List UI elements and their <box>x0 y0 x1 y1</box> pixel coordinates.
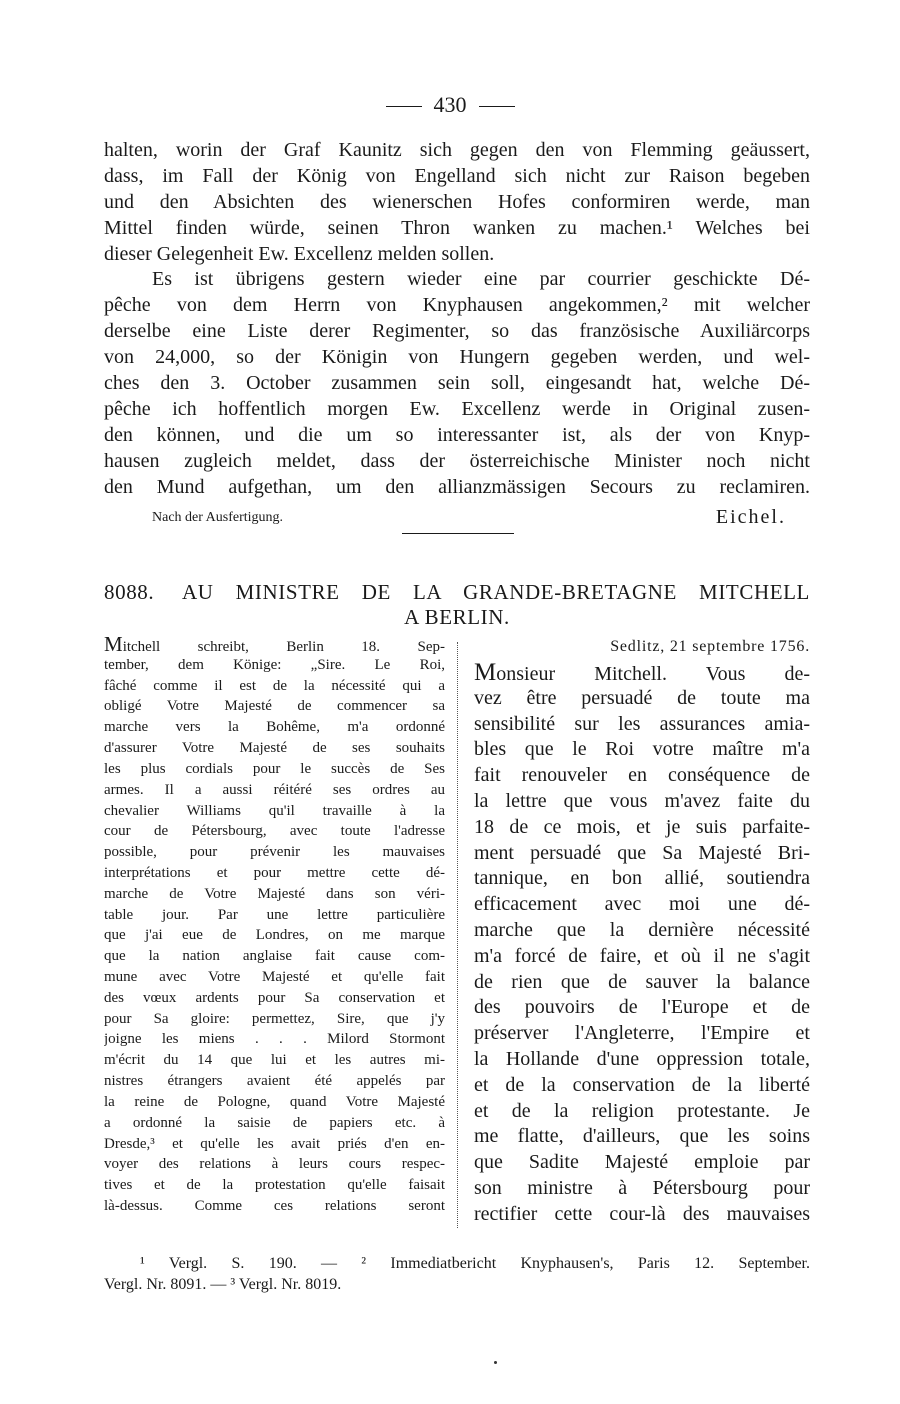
left-column-line: possible, pour prévenir les mauvaises <box>104 844 445 861</box>
left-column-line: des vœux ardents pour Sa conservation et <box>104 989 445 1006</box>
left-column-line: chevalier Williams qu'il travaille à la <box>104 802 445 819</box>
section-title-line2: A BERLIN. <box>404 605 510 629</box>
intro-line: Es ist übrigens gestern wieder eine par courrier geschickte Dé- <box>152 268 810 291</box>
right-column-line: rectifier cette cour-là des mauvaises <box>474 1202 810 1225</box>
section-title-line1: AU MINISTRE DE LA GRANDE-BRETAGNE MITCHELL <box>182 580 810 604</box>
left-column-line: table jour. Par une lettre particulière <box>104 906 445 923</box>
left-column-line: armes. Il a aussi réitéré ses ordres au <box>104 781 445 798</box>
left-column-line: interprétations et pour mettre cette dé- <box>104 864 445 881</box>
right-column-line: de rien que de sauver la balance <box>474 970 810 993</box>
left-column-line: a ordonné la saisie de papiers etc. à <box>104 1114 445 1131</box>
left-column-line: là-dessus. Comme ces relations seront <box>104 1197 445 1214</box>
header-dash-right <box>479 106 515 107</box>
left-column-line: joigne les miens . . . Milord Stormont <box>104 1031 445 1048</box>
right-column <box>474 634 810 1228</box>
left-column-line: fâché comme il est de la nécessité qui a <box>104 677 445 694</box>
intro-line: den Mund aufgethan, um den allianzmässigen Secours zu reclamiren. <box>104 475 810 498</box>
intro-line: pêche ich hoffentlich morgen Ew. Excellenz werde in Original zusen- <box>104 397 810 420</box>
left-column-line: nistres étrangers avaient été appelés par <box>104 1073 445 1090</box>
source-note: Nach der Ausfertigung. <box>152 510 284 525</box>
intro-paragraphs <box>104 138 810 500</box>
right-column-line: tannique, en bon allié, soutiendra <box>474 867 810 890</box>
intro-line: dieser Gelegenheit Ew. Excellenz melden sollen. <box>104 242 495 265</box>
right-column-line: sensibilité sur les assurances amia- <box>474 712 810 735</box>
left-column-line: voyer des relations à leurs cours respec- <box>104 1156 445 1173</box>
footer-mark <box>494 1361 497 1364</box>
intro-line: und den Absichten des wienerschen Hofes conformiren werde, man <box>104 190 810 213</box>
footnote-line: ¹ Vergl. S. 190. — ² Immediatbericht Knyphausen's, Paris 12. September. <box>140 1255 810 1272</box>
right-column-line: me flatte, d'ailleurs, que les soins <box>474 1125 810 1148</box>
left-column-line: pour Sa gloire: permettez, Sire, que j'y <box>104 1010 445 1027</box>
source-row <box>152 506 810 534</box>
right-column-line: la Hollande d'une oppression totale, <box>474 1047 810 1070</box>
left-column-line: marche de Votre Majesté dans son véri- <box>104 885 445 902</box>
right-column-line: et de la religion protestante. Je <box>474 1099 810 1122</box>
right-column-line: bles que le Roi votre maître m'a <box>474 738 810 761</box>
intro-line: ches den 3. October zusammen sein soll, eingesandt hat, welche Dé- <box>104 372 810 395</box>
right-column-line: préserver l'Angleterre, l'Empire et <box>474 1022 810 1045</box>
right-column-line: vez être persuadé de toute ma <box>474 686 810 709</box>
page-header <box>0 92 900 118</box>
intro-line: Mittel finden würde, seinen Thron wanken zu machen.¹ Welches bei <box>104 216 810 239</box>
right-column-line: marche que la dernière nécessité <box>474 918 810 941</box>
right-column-line: fait renouveler en conséquence de <box>474 764 810 787</box>
left-column-line: d'assurer Votre Majesté de ses souhaits <box>104 740 445 757</box>
left-column-line: tember, dem Könige: „Sire. Le Roi, <box>104 656 445 673</box>
section-number: 8088. <box>104 580 155 604</box>
intro-line: dass, im Fall der König von Engelland sich nicht zur Raison begeben <box>104 164 810 187</box>
left-column-line: obligé Votre Majesté de commencer sa <box>104 698 445 715</box>
column-divider <box>457 642 458 1228</box>
intro-line: von 24,000, so der Königin von Hungern gegeben werden, und wel- <box>104 346 810 369</box>
right-column-line: ment persuadé que Sa Majesté Bri- <box>474 841 810 864</box>
left-column-line: tives et de la protestation qu'elle faisait <box>104 1177 445 1194</box>
right-column-line: des pouvoirs de l'Europe et de <box>474 996 810 1019</box>
left-column-line: les plus cordials pour le succès de Ses <box>104 760 445 777</box>
signature: Eichel. <box>715 506 786 528</box>
right-column-line: efficacement avec moi une dé- <box>474 893 810 916</box>
right-column-line: la lettre que vous m'avez faite du <box>474 789 810 812</box>
footnote-line: Vergl. Nr. 8091. — ³ Vergl. Nr. 8019. <box>104 1276 342 1293</box>
header-dash-left <box>386 106 422 107</box>
intro-line: derselbe eine Liste derer Regimenter, so das französische Auxiliärcorps <box>104 320 810 343</box>
right-column-line: et de la conservation de la liberté <box>474 1073 810 1096</box>
left-column-line: Dresde,³ et qu'elle les avait priés d'en en- <box>104 1135 445 1152</box>
intro-line: den können, und die um so interessanter ist, als der von Knyp- <box>104 423 810 446</box>
intro-line: halten, worin der Graf Kaunitz sich gegen den von Flemming geäussert, <box>104 139 810 161</box>
intro-line: hausen zugleich meldet, dass der österreichische Minister noch nicht <box>104 449 810 472</box>
left-column-line: marche vers la Bohême, m'a ordonné <box>104 719 445 736</box>
right-column-line: Monsieur Mitchell. Vous de- <box>474 660 810 686</box>
left-column-line: Mitchell schreibt, Berlin 18. Sep- <box>104 634 445 655</box>
footnotes <box>104 1253 810 1295</box>
left-column-line: la reine de Pologne, quand Votre Majesté <box>104 1093 445 1110</box>
right-column-line: son ministre à Pétersbourg pour <box>474 1176 810 1199</box>
section-divider <box>402 533 514 534</box>
left-column <box>104 634 445 1217</box>
right-column-line: que Sadite Majesté emploie par <box>474 1151 810 1174</box>
left-column-line: mune avec Votre Majesté et qu'elle fait <box>104 969 445 985</box>
right-column-line: 18 de ce mois, et je suis parfaite- <box>474 815 810 838</box>
intro-line: pêche von dem Herrn von Knyphausen angekommen,² mit welcher <box>104 294 810 317</box>
right-column-line: m'a forcé de faire, et où il ne s'agit <box>474 944 810 967</box>
page-number: 430 <box>433 92 467 117</box>
left-column-line: cour de Pétersbourg, avec toute l'adresse <box>104 823 445 840</box>
left-column-line: que j'ai eue de Londres, on me marque <box>104 927 445 944</box>
left-column-line: que la nation anglaise fait cause com- <box>104 948 445 965</box>
left-column-line: m'écrit du 14 que lui et les autres mi- <box>104 1052 445 1069</box>
dateline: Sedlitz, 21 septembre 1756. <box>610 638 810 655</box>
